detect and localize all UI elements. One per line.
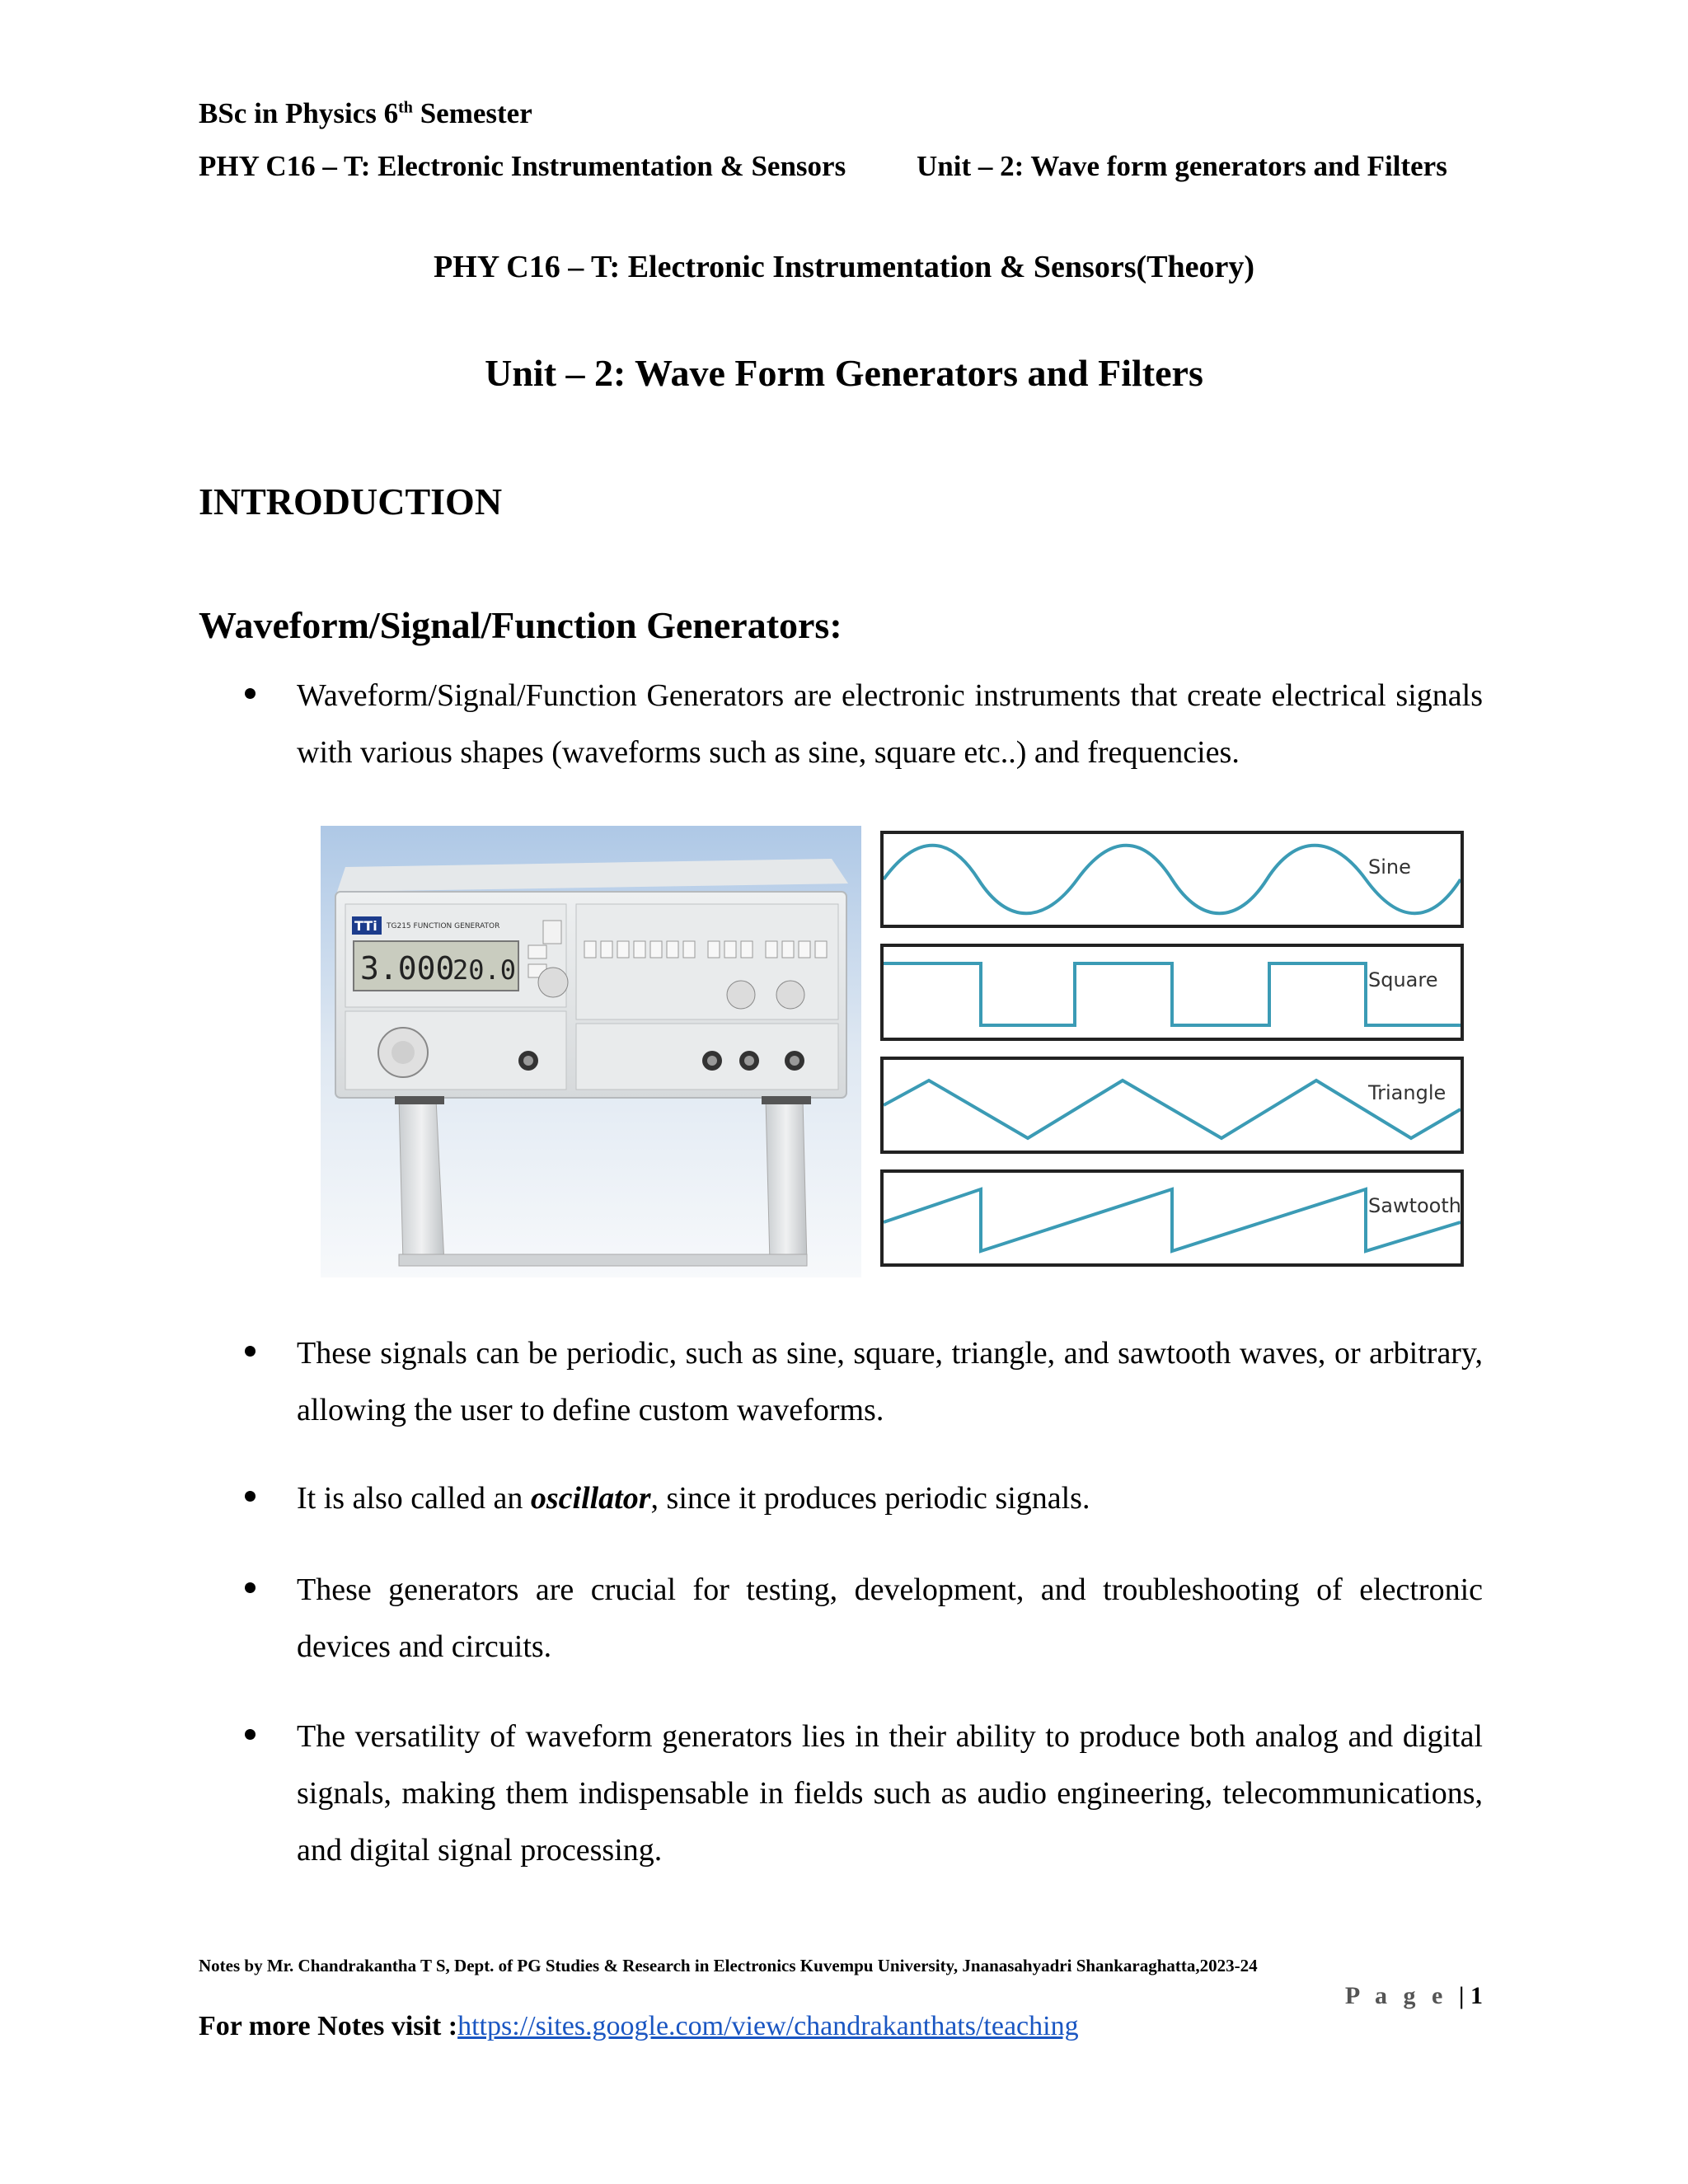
course-theory-title: PHY C16 – T: Electronic Instrumentation & Sensors(Theory): [433, 250, 1255, 284]
more-notes-line: [199, 2011, 1079, 2042]
sawtooth-wave-panel: [880, 1169, 1464, 1267]
header-semester-sup: th: [398, 98, 413, 117]
bullet-dot: [245, 1346, 256, 1357]
bullet-text: The versatility of waveform generators lies in their ability to produce both analog and digital signals, making them indispensable in fields such as audio engineering, telecommunications, and digital signal processing.: [297, 1719, 1483, 1868]
oscillator-term: oscillator: [530, 1481, 651, 1516]
device-display-right: 20.0: [452, 954, 517, 986]
footer-notes: Notes by Mr. Chandrakantha T S, Dept. of PG Studies & Research in Electronics Kuvempu University, Jnanasahyadri Shankaraghatta,2023-24: [199, 1956, 1258, 1975]
bullet-text: Waveform/Signal/Function Generators are electronic instruments that create electrical signals with various shapes (waveforms such as sine, square etc..) and frequencies.: [297, 678, 1483, 770]
bullet-dot: [245, 1491, 256, 1502]
header-semester-suffix: Semester: [412, 97, 532, 129]
function-generator-image: [321, 826, 861, 1277]
sawtooth-wave-icon: [884, 1173, 1461, 1263]
page-number: P a g e | 1: [1344, 1982, 1483, 2009]
sine-wave-icon: [884, 834, 1461, 925]
square-wave-icon: [884, 947, 1461, 1038]
triangle-wave-panel: [880, 1057, 1464, 1154]
bullet-text: [297, 1470, 1483, 1527]
section-subheading: Waveform/Signal/Function Generators:: [199, 604, 842, 646]
device-display-left: 3.000: [360, 950, 455, 987]
triangle-wave-icon: [884, 1060, 1461, 1151]
bullet-text: These signals can be periodic, such as sine, square, triangle, and sawtooth waves, or arbitrary, allowing the user to define custom waveforms.: [297, 1336, 1483, 1427]
more-notes-label: For more Notes visit :: [199, 2011, 458, 2041]
sine-wave-panel: [880, 831, 1464, 928]
device-logo: TTi: [354, 918, 377, 934]
device-model-label: TG215 FUNCTION GENERATOR: [387, 922, 500, 930]
header-semester-prefix: BSc in Physics 6: [199, 97, 399, 129]
bullet-dot: [245, 688, 256, 699]
bullet-dot: [245, 1582, 256, 1593]
unit-title: Unit – 2: Wave Form Generators and Filters: [485, 352, 1203, 394]
wave-label-sawtooth: Sawtooth: [1368, 1194, 1461, 1217]
section-heading: INTRODUCTION: [199, 480, 503, 523]
bullet-text-post: , since it produces periodic signals.: [650, 1481, 1090, 1516]
wave-label-triangle: Triangle: [1368, 1081, 1447, 1104]
page-number-value: 1: [1470, 1982, 1483, 2009]
header-unit: Unit – 2: Wave form generators and Filters: [917, 150, 1447, 182]
bullet-text-pre: It is also called an: [297, 1481, 531, 1516]
header-course: PHY C16 – T: Electronic Instrumentation & Sensors: [199, 150, 846, 182]
wave-label-sine: Sine: [1368, 855, 1411, 879]
page-label: P a g e: [1344, 1982, 1448, 2009]
notes-link[interactable]: https://sites.google.com/view/chandrakanthats/teaching: [457, 2011, 1079, 2041]
bullet-dot: [245, 1729, 256, 1740]
bullet-text: These generators are crucial for testing, development, and troubleshooting of electronic devices and circuits.: [297, 1572, 1483, 1664]
wave-label-square: Square: [1368, 968, 1438, 991]
square-wave-panel: [880, 944, 1464, 1041]
header-semester: [199, 97, 532, 130]
